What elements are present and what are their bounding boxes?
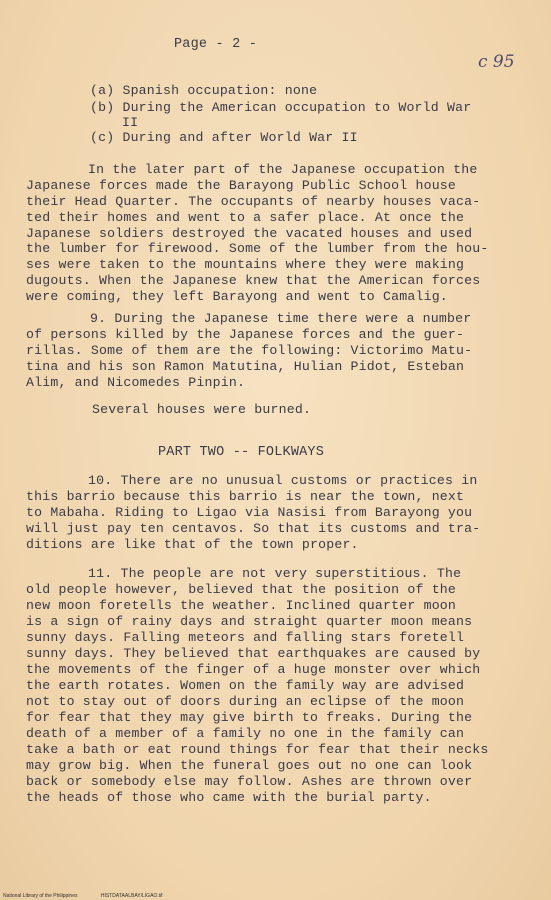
text-line: In the later part of the Japanese occupation the: [88, 162, 478, 177]
text-line: Several houses were burned.: [92, 402, 312, 417]
text-line: to Mabaha. Riding to Ligao via Nasisi from Barayong you: [26, 505, 473, 520]
text-line: Japanese forces made the Barayong Public School house: [26, 178, 457, 193]
text-line: will just pay ten centavos. So that its customs and tra-: [26, 521, 481, 536]
text-line: take a bath or eat round things for fear that their necks: [26, 742, 489, 757]
text-line: dugouts. When the Japanese knew that the American forces: [26, 273, 481, 288]
page-header: Page - 2 -: [174, 37, 258, 52]
text-line: tina and his son Ramon Matutina, Hulian Pidot, Esteban: [26, 359, 465, 374]
text-line: their Head Quarter. The occupants of nearby houses vaca-: [26, 194, 481, 209]
text-line: new moon foretells the weather. Inclined quarter moon: [26, 598, 457, 613]
text-line: this barrio because this barrio is near the town, next: [26, 489, 465, 504]
text-line: the lumber for firewood. Some of the lumber from the hou-: [26, 241, 489, 256]
text-line: were coming, they left Barayong and went to Camalig.: [26, 289, 448, 304]
text-line: death of a member of a family no one in the family can: [26, 726, 465, 741]
text-line: rillas. Some of them are the following: Victorimo Matu-: [26, 343, 473, 358]
text-line: ditions are like that of the town proper.: [26, 537, 359, 552]
text-line: 9. During the Japanese time there were a number: [90, 311, 472, 326]
handwritten-page-number: c 95: [478, 52, 515, 72]
text-line: the heads of those who came with the burial party.: [26, 790, 432, 805]
text-line: for fear that they may give birth to freaks. During the: [26, 710, 473, 725]
text-line: 11. The people are not very superstitious. The: [88, 566, 462, 581]
text-line: (c) During and after World War II: [90, 130, 358, 145]
text-line: 10. There are no unusual customs or practices in: [88, 473, 478, 488]
footer-library: National Library of the Philippines: [3, 893, 78, 899]
text-line: (b) During the American occupation to World War: [90, 100, 472, 115]
text-line: sunny days. They believed that earthquakes are caused by: [26, 646, 481, 661]
text-line: may grow big. When the funeral goes out no one can look: [26, 758, 473, 773]
footer-code: HISTDATAALBAY/LIGAO.tif: [100, 893, 163, 899]
text-line: of persons killed by the Japanese forces and the guer-: [26, 327, 465, 342]
text-line: II: [122, 115, 139, 130]
text-line: old people however, believed that the position of the: [26, 582, 457, 597]
text-line: not to stay out of doors during an eclipse of the moon: [26, 694, 465, 709]
footer: [3, 893, 185, 899]
text-line: the movements of the finger of a huge monster over which: [26, 662, 481, 677]
text-line: back or somebody else may follow. Ashes are thrown over: [26, 774, 473, 789]
text-line: Japanese soldiers destroyed the vacated houses and used: [26, 226, 473, 241]
text-line: Alim, and Nicomedes Pinpin.: [26, 375, 246, 390]
text-line: sunny days. Falling meteors and falling stars foretell: [26, 630, 465, 645]
section-heading: PART TWO -- FOLKWAYS: [158, 445, 325, 460]
text-line: is a sign of rainy days and straight quarter moon means: [26, 614, 473, 629]
text-line: ted their homes and went to a safer place. At once the: [26, 210, 465, 225]
text-line: ses were taken to the mountains where they were making: [26, 257, 465, 272]
text-line: the earth rotates. Women on the family way are advised: [26, 678, 465, 693]
text-line: (a) Spanish occupation: none: [90, 83, 318, 98]
